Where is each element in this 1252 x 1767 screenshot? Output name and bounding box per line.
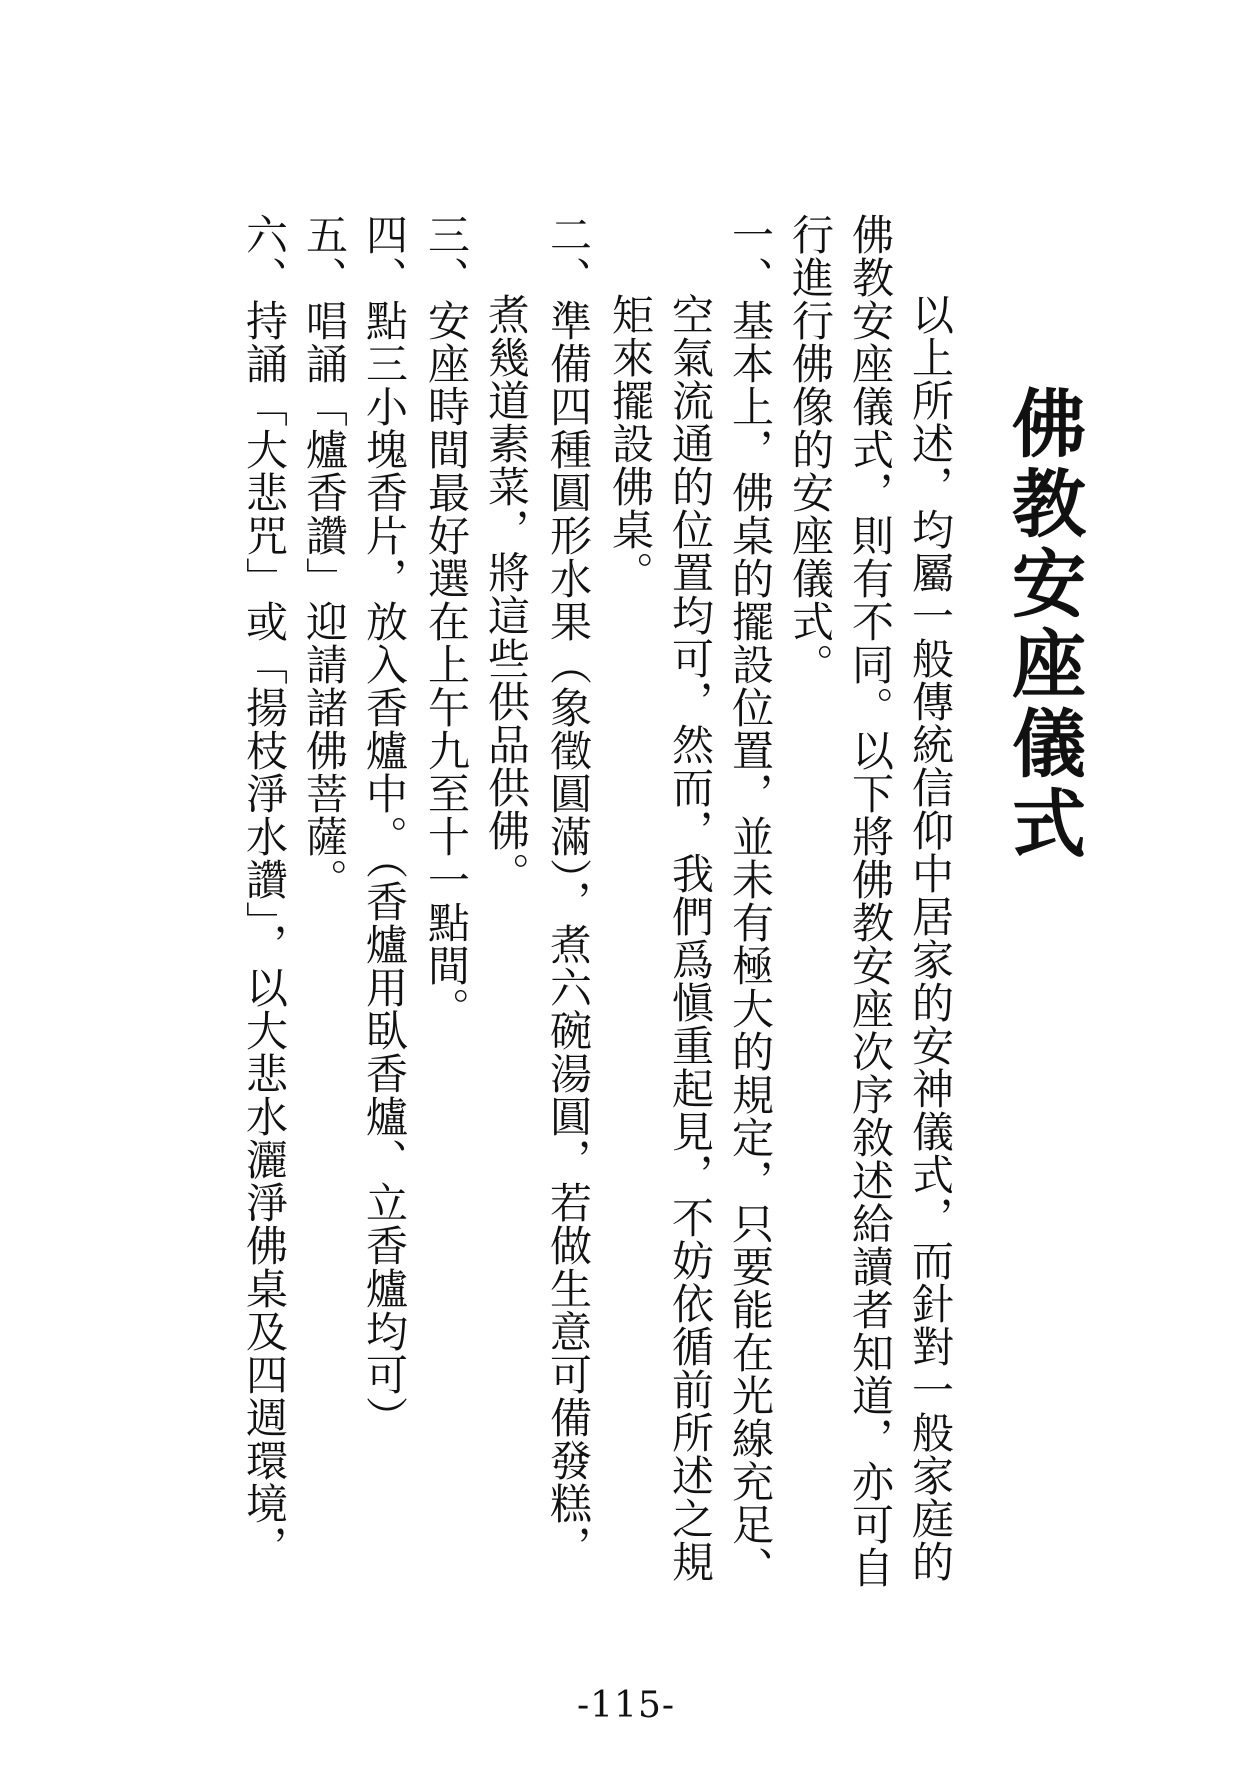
list-item-1: 一、基本上，佛桌的擺設位置，並未有極大的規定，只要能在光線充足、 <box>726 213 775 1589</box>
page-number: -115- <box>576 1685 676 1726</box>
list-item-1-end: 矩來擺設佛桌。 <box>606 293 655 594</box>
list-item-5: 五、唱誦「爐香讚」迎請諸佛菩薩。 <box>300 213 349 901</box>
body-column-2: 佛教安座儀式，則有不同。以下將佛教安座次序敘述給讀者知道，亦可自 <box>846 213 895 1589</box>
list-item-3: 三、安座時間最好選在上午九至十一點間。 <box>422 213 471 1030</box>
list-item-2-continued: 煮幾道素菜，將這些供品供佛。 <box>482 293 531 895</box>
list-item-6: 六、持誦「大悲咒」或「揚枝淨水讚」，以大悲水灑淨佛桌及四週環境， <box>240 213 289 1568</box>
list-item-1-continued: 空氣流通的位置均可，然而，我們爲愼重起見，不妨依循前所述之規 <box>666 293 715 1583</box>
list-item-4: 四、點三小塊香片，放入香爐中。（香爐用臥香爐、立香爐均可） <box>360 213 409 1439</box>
section-title: 佛教安座儀式 <box>1000 385 1086 865</box>
body-column-1: 以上所述，均屬一般傳統信仰中居家的安神儀式，而針對一般家庭的 <box>906 293 955 1583</box>
list-item-2: 二、準備四種圓形水果（象徵圓滿），煮六碗湯圓，若做生意可備發糕， <box>544 213 593 1568</box>
body-column-3: 行進行佛像的安座儀式。 <box>786 213 835 686</box>
